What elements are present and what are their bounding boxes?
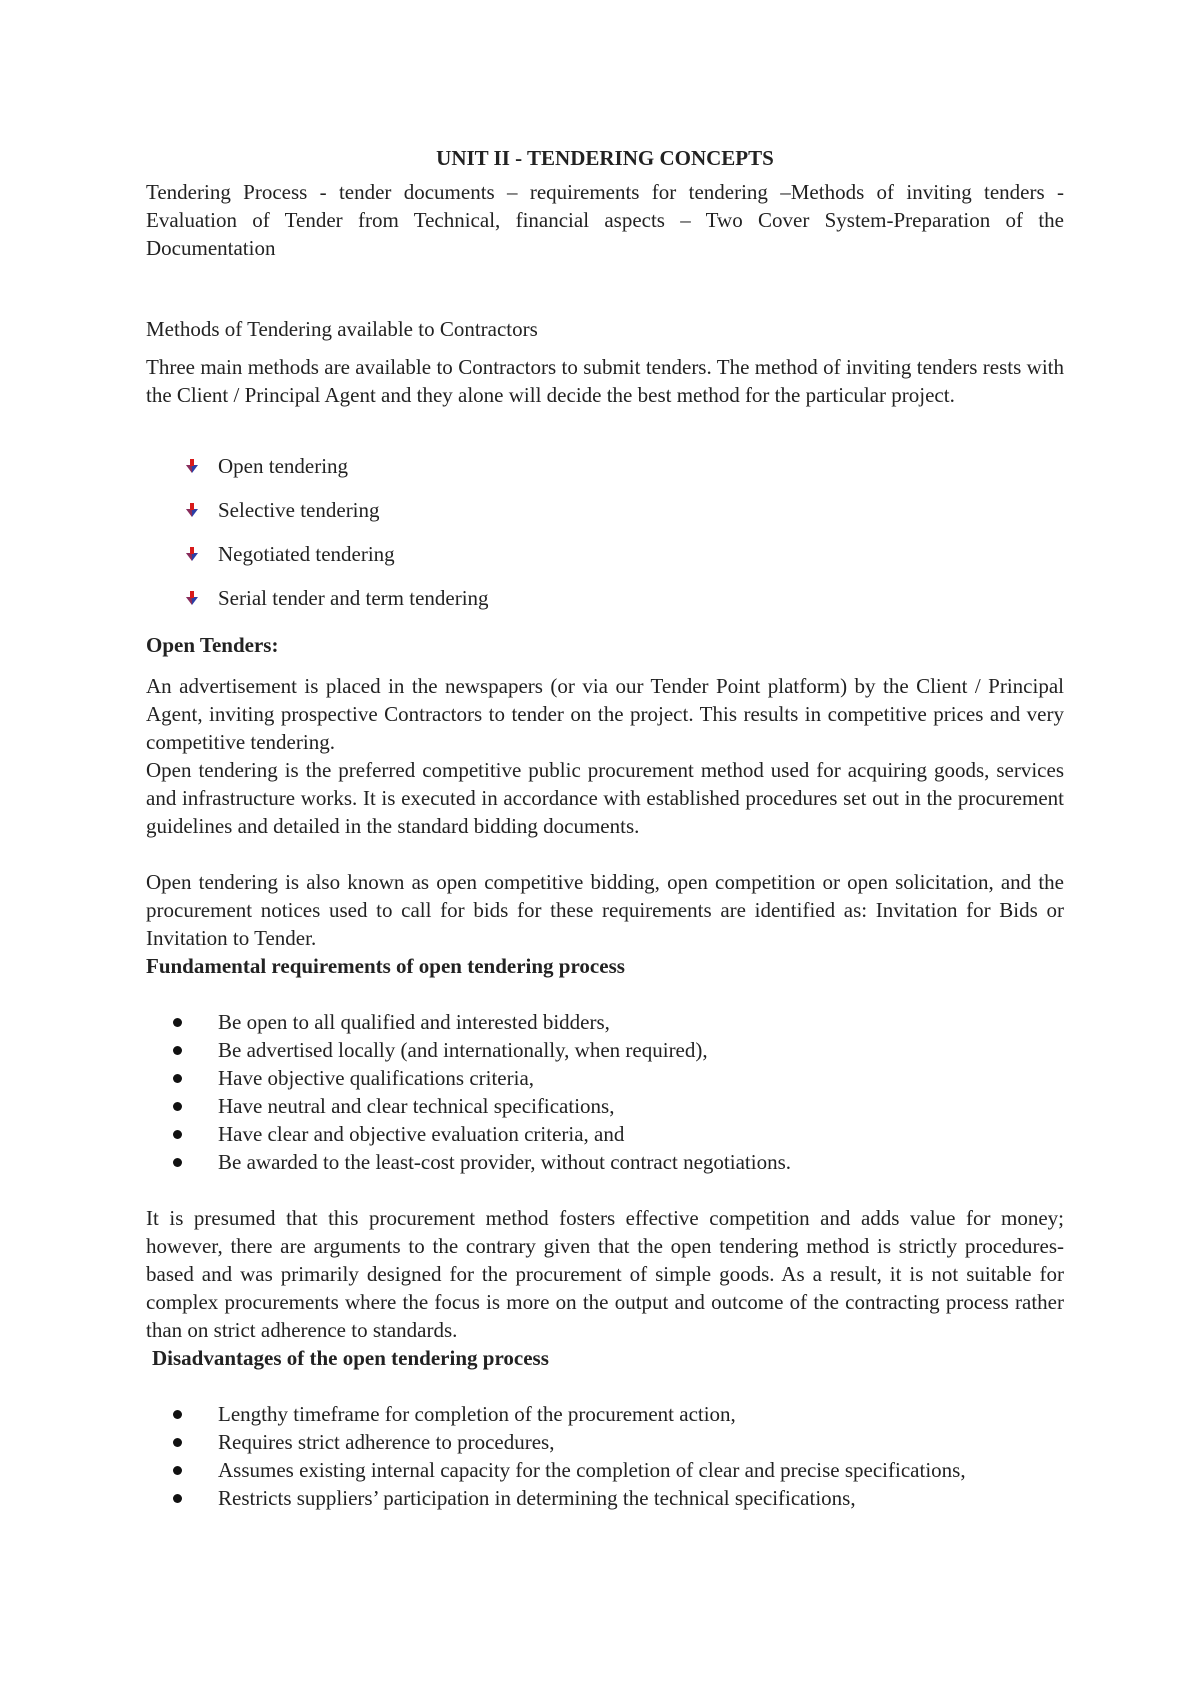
list-item: [146, 1400, 1064, 1428]
list-item-label: Be awarded to the least-cost provider, without contract negotiations.: [218, 1150, 791, 1174]
list-item: [146, 1484, 1064, 1512]
list-item-label: Serial tender and term tendering: [218, 586, 489, 610]
list-item-label: Be advertised locally (and internationally, when required),: [218, 1038, 708, 1062]
list-item: [146, 584, 489, 628]
list-item-label: Restricts suppliers’ participation in determining the technical specifications,: [218, 1486, 856, 1510]
presumed-paragraph: It is presumed that this procurement method fosters effective competition and adds value for money; however, there are arguments to the contrary given that the open tendering method is strictly procedures-based and was primarily designed for the procurement of simple goods. As a result, it is not suitable for complex procurements where the focus is more on the output and outcome of the contracting process rather than on strict adherence to standards.: [146, 1206, 1064, 1342]
open-paragraph-3: Open tendering is also known as open competitive bidding, open competition or open solicitation, and the procurement notices used to call for bids for these requirements are identified as: Invitation for Bids or Invitation to Tender.: [146, 870, 1064, 950]
list-item: [146, 1064, 1064, 1092]
arrow-down-icon: [184, 458, 200, 474]
arrow-down-icon: [184, 590, 200, 606]
list-item-label: Lengthy timeframe for completion of the procurement action,: [218, 1402, 736, 1426]
list-item: [146, 540, 489, 584]
list-item-label: Selective tendering: [218, 498, 380, 522]
list-item-label: Negotiated tendering: [218, 542, 395, 566]
bullet-dot-icon: [173, 1046, 182, 1055]
list-item-label: Open tendering: [218, 454, 349, 478]
arrow-down-icon: [184, 502, 200, 518]
bullet-dot-icon: [173, 1130, 182, 1139]
list-item-label: Have neutral and clear technical specifications,: [218, 1094, 615, 1118]
fundamental-list: [146, 1008, 1064, 1176]
list-item-label: Assumes existing internal capacity for the completion of clear and precise specifications,: [218, 1458, 966, 1482]
intro-paragraph: Tendering Process - tender documents – requirements for tendering –Methods of inviting tenders - Evaluation of Tender from Technical, financial aspects – Two Cover System-Preparation of the Documentation: [146, 180, 1064, 260]
list-item-label: Requires strict adherence to procedures,: [218, 1430, 555, 1454]
list-item: [146, 1092, 1064, 1120]
bullet-dot-icon: [173, 1438, 182, 1447]
methods-heading: Methods of Tendering available to Contractors: [146, 317, 538, 341]
list-item: [146, 1120, 1064, 1148]
open-tenders-heading: Open Tenders:: [146, 633, 279, 657]
bullet-dot-icon: [173, 1018, 182, 1027]
methods-list: [146, 452, 489, 628]
disadvantages-list: [146, 1400, 1064, 1512]
list-item: [146, 1008, 1064, 1036]
open-paragraph-2: Open tendering is the preferred competitive public procurement method used for acquiring goods, services and infrastructure works. It is executed in accordance with established procedures set out in the procurement guidelines and detailed in the standard bidding documents.: [146, 758, 1064, 838]
open-paragraph-1: An advertisement is placed in the newspapers (or via our Tender Point platform) by the Client / Principal Agent, inviting prospective Contractors to tender on the project. This results in competitive prices and very competitive tendering.: [146, 674, 1064, 754]
list-item: [146, 452, 489, 496]
list-item-label: Have objective qualifications criteria,: [218, 1066, 535, 1090]
list-item: [146, 1036, 1064, 1064]
bullet-dot-icon: [173, 1102, 182, 1111]
list-item: [146, 1148, 1064, 1176]
bullet-dot-icon: [173, 1466, 182, 1475]
methods-paragraph: Three main methods are available to Contractors to submit tenders. The method of inviting tenders rests with the Client / Principal Agent and they alone will decide the best method for the particular project.: [146, 355, 1064, 407]
list-item: [146, 496, 489, 540]
list-item: [146, 1428, 1064, 1456]
arrow-down-icon: [184, 546, 200, 562]
bullet-dot-icon: [173, 1494, 182, 1503]
list-item-label: Have clear and objective evaluation criteria, and: [218, 1122, 625, 1146]
fundamental-heading: Fundamental requirements of open tendering process: [146, 954, 625, 978]
bullet-dot-icon: [173, 1158, 182, 1167]
page-title: UNIT II - TENDERING CONCEPTS: [436, 146, 774, 170]
disadvantages-heading: Disadvantages of the open tendering process: [152, 1346, 549, 1370]
list-item-label: Be open to all qualified and interested bidders,: [218, 1010, 610, 1034]
list-item: [146, 1456, 1064, 1484]
bullet-dot-icon: [173, 1410, 182, 1419]
bullet-dot-icon: [173, 1074, 182, 1083]
document-page: [146, 0, 1064, 1698]
